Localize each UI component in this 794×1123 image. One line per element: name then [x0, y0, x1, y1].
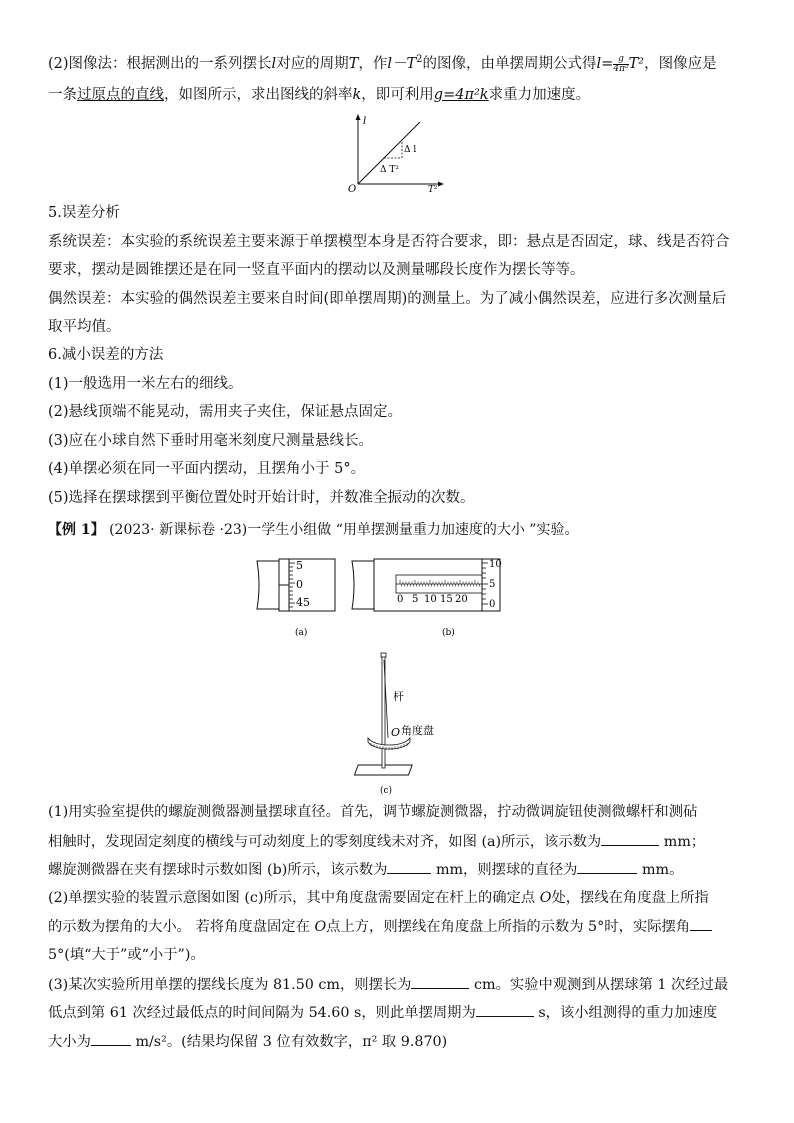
var: l	[271, 56, 277, 72]
main-scale-label: 20	[455, 594, 468, 605]
superscript: 2	[416, 54, 423, 65]
sec6-item: (5)选择在摆球摆到平衡位置处时开始计时，并数准全振动的次数。	[48, 490, 475, 506]
sec6-item: (2)悬线顶端不能晃动，需用夹子夹住，保证悬点固定。	[48, 404, 403, 420]
sec5-acc2: 取平均值。	[48, 319, 121, 335]
text: 对应的周期	[276, 56, 349, 72]
q3-line1	[48, 974, 728, 995]
y-axis-label: l	[363, 116, 367, 127]
l-t2-graph	[340, 112, 450, 194]
answer-blank[interactable]	[601, 831, 659, 846]
frame	[257, 561, 281, 609]
fraction-denominator: 4π²	[613, 63, 629, 74]
figure-b-micrometer	[350, 555, 510, 640]
disc-label: 角度盘	[401, 724, 434, 737]
var: k	[352, 87, 362, 103]
rod-cap	[381, 653, 386, 657]
formula: T²	[628, 56, 645, 72]
text: ，作	[358, 56, 388, 72]
text: ，即可利用	[361, 87, 434, 103]
figure-c-pendulum	[348, 650, 448, 800]
text: 一条	[48, 87, 77, 103]
main-scale-label: 5	[412, 594, 419, 605]
text: mm；	[663, 834, 706, 850]
x-arrow	[438, 182, 444, 187]
text: m/s²。(结果均保留 3 位有效数字，π² 取 9.870)	[135, 1034, 448, 1050]
answer-blank[interactable]	[690, 916, 712, 931]
sec5-acc1: 偶然误差：本实验的偶然误差主要来自时间(即单摆周期)的测量上。为了减小偶然误差，应进行多次测量后	[48, 291, 727, 307]
sec5-sys2: 要求，摆动是圆锥摆还是在同一竖直平面内的摆动以及测量哪段长度作为摆长等等。	[48, 262, 585, 278]
main-scale-label: 0	[397, 594, 404, 605]
text: cm。实验中观测到从摆球第 1 次经过最	[474, 977, 729, 993]
text: 低点到第 61 次经过最低点的时间间隔为 54.60 s，则此单摆周期为	[48, 1005, 476, 1021]
text: mm，则摆球的直径为	[435, 862, 578, 878]
text: 大小为	[48, 1034, 91, 1050]
sec5-title: 5.误差分析	[48, 205, 120, 221]
example-text: (2023· 新课标卷 ·23)一学生小组做 “用单摆测量重力加速度的大小 ”实验。	[109, 522, 579, 538]
tick-label: 5	[296, 559, 303, 572]
q3-line2	[48, 1002, 717, 1023]
figure-caption: (c)	[380, 786, 393, 796]
q1-line3	[48, 859, 683, 880]
q1-line2	[48, 831, 705, 852]
formula: l=	[596, 56, 614, 72]
sec6-item: (3)应在小球自然下垂时用毫米刻度尺测量悬线长。	[48, 433, 374, 449]
text: 求重力加速度。	[488, 87, 591, 103]
underlined-text: 过原点的直线	[77, 87, 164, 103]
delta-t2-label: Δ T²	[380, 165, 399, 175]
answer-blank[interactable]	[411, 974, 469, 989]
answer-blank[interactable]	[577, 859, 637, 874]
answer-blank[interactable]	[387, 859, 431, 874]
sec6-item: (4)单摆必须在同一平面内摆动，且摆角小于 5°。	[48, 461, 366, 477]
q1-line1: (1)用实验室提供的螺旋测微器测量摆球直径。首先，调节螺旋测微器，拧动微调旋钮使测微螺杆和测砧	[48, 804, 698, 820]
text: 处，摆线在角度盘上所指	[551, 890, 709, 906]
figure-caption: (b)	[442, 628, 455, 638]
fraction-numerator: g	[613, 55, 628, 65]
thimble-label: 10	[489, 559, 502, 570]
example-tag: 【例 1】	[48, 522, 105, 538]
text: ，如图所示，求出图线的斜率	[164, 87, 353, 103]
var: T	[348, 56, 359, 72]
delta-l-label: Δ l	[404, 145, 417, 155]
text: 的图像，由单摆周期公式得	[422, 56, 597, 72]
figure-a-micrometer	[255, 555, 345, 640]
text: 相触时，发现固定刻度的横线与可动刻度上的零刻度线未对齐，如图 (a)所示，该示数为	[48, 834, 602, 850]
sec6-item: (1)一般选用一米左右的细线。	[48, 376, 243, 392]
tick-label: 45	[296, 596, 310, 609]
q2-line3: 5°(填“大于”或“小于”)。	[48, 947, 205, 963]
example-line	[48, 520, 578, 540]
rod-label: 杆	[393, 690, 404, 703]
sec5-sys1: 系统误差：本实验的系统误差主要来源于单摆模型本身是否符合要求，即：悬点是否固定，球、线是否符合	[48, 234, 730, 250]
x-axis-label: T²	[428, 185, 438, 194]
frame	[352, 561, 376, 609]
figure-caption: (a)	[295, 628, 308, 638]
y-arrow	[356, 114, 361, 120]
text: mm。	[641, 862, 684, 878]
answer-blank[interactable]	[476, 1002, 534, 1017]
formula: g=4π²k	[433, 87, 489, 103]
sec2-line1	[48, 50, 717, 74]
text: (3)某次实验所用单摆的摆线长度为 81.50 cm，则摆长为	[48, 977, 412, 993]
text: ，图像应是	[644, 56, 717, 72]
text: s，该小组测得的重力加速度	[538, 1005, 718, 1021]
var: O	[314, 919, 327, 935]
q2-line2	[48, 916, 712, 937]
var: O	[539, 890, 552, 906]
main-scale-label: 15	[440, 594, 453, 605]
thimble-label: 5	[489, 579, 496, 590]
sec6-title: 6.减小误差的方法	[48, 347, 164, 363]
text: 点上方，则摆线在角度盘上所指的示数为 5°时，实际摆角	[326, 919, 691, 935]
q3-line3	[48, 1031, 447, 1052]
text: 的示数为摆角的大小。 若将角度盘固定在	[48, 919, 310, 935]
q2-line1	[48, 888, 709, 908]
tick-label: 0	[296, 578, 303, 591]
text: (2)单摆实验的装置示意图如图 (c)所示，其中角度盘需要固定在杆上的确定点	[48, 890, 536, 906]
text: 螺旋测微器在夹有摆球时示数如图 (b)所示，该示数为	[48, 862, 388, 878]
text: (2)图像法：根据测出的一系列摆长	[48, 56, 272, 72]
main-scale-label: 10	[424, 594, 437, 605]
fraction	[613, 55, 628, 74]
sec2-line2	[48, 85, 590, 105]
thimble-label: 0	[489, 599, 496, 610]
expr: l－T	[387, 56, 417, 72]
answer-blank[interactable]	[91, 1031, 131, 1046]
origin-label: O	[348, 184, 357, 194]
point-o-label: O	[391, 726, 401, 739]
